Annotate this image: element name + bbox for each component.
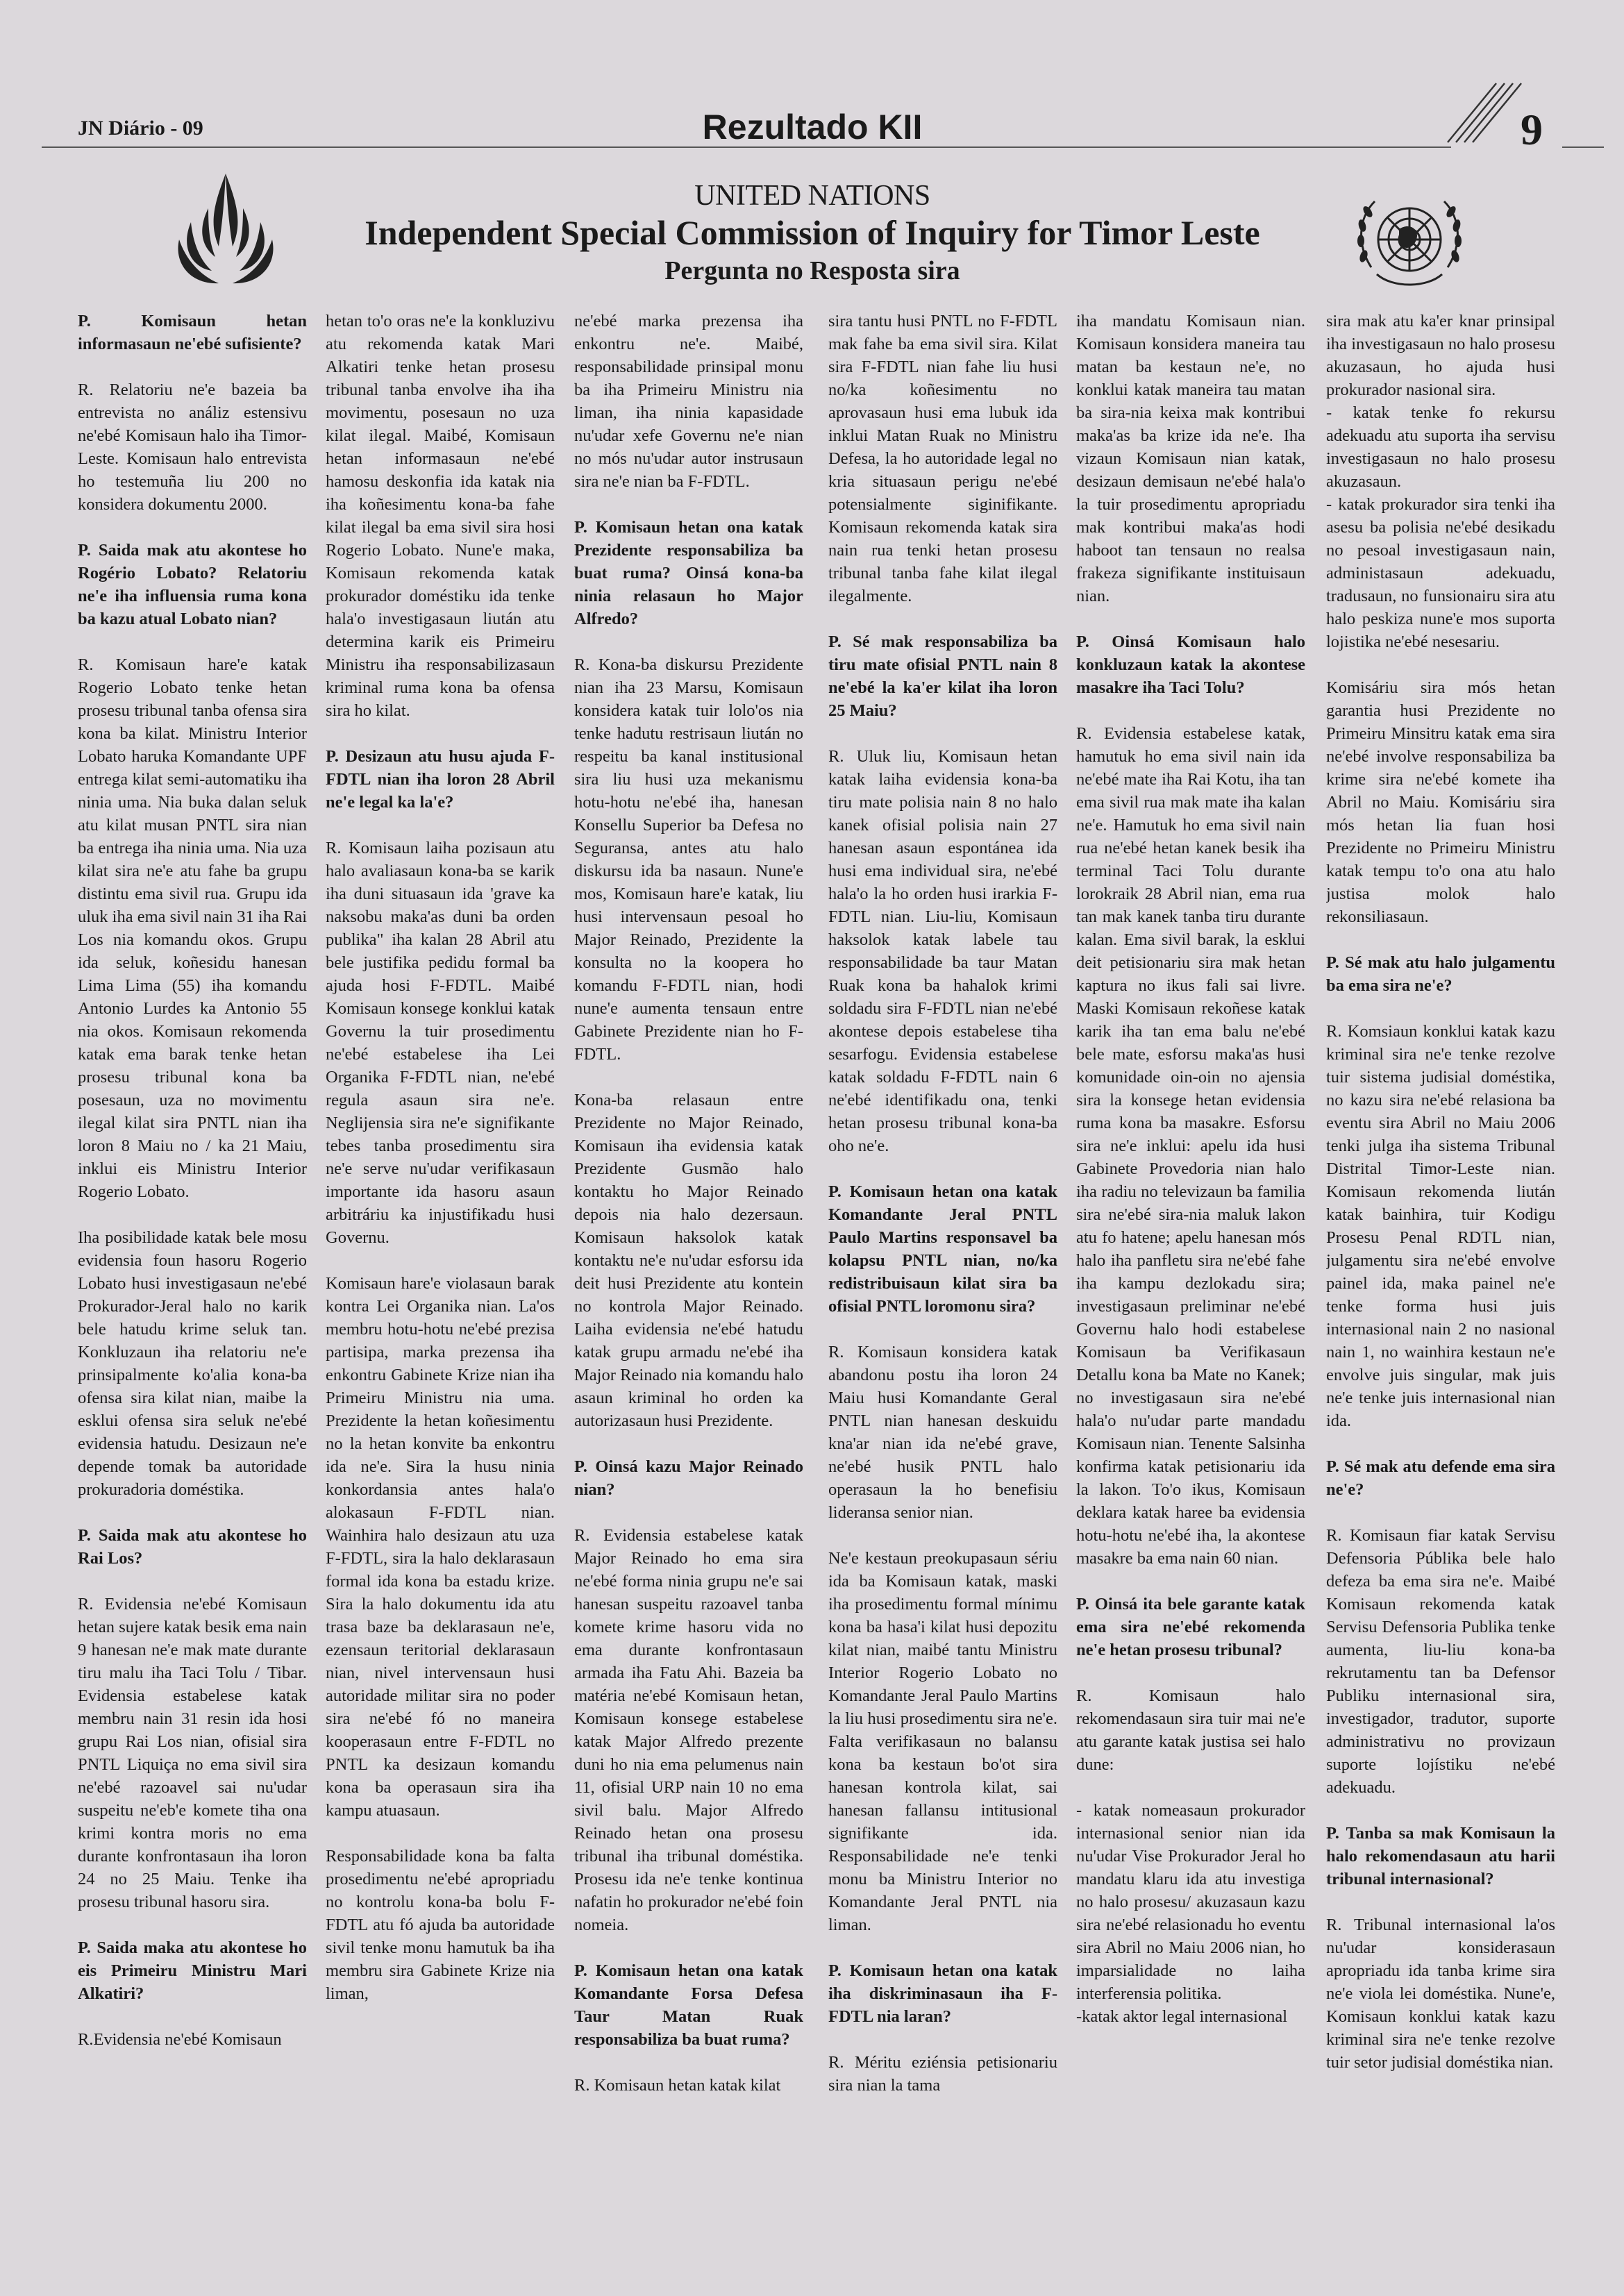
question-paragraph: P. Oinsá kazu Major Reinado nian? <box>574 1457 803 1499</box>
section-title: Rezultado KII <box>702 108 923 146</box>
answer-paragraph: R. Komisaun hetan katak kilat <box>574 2076 781 2095</box>
question-paragraph: P. Saida maka atu akontese ho eis Primeiru Ministru Mari Alkatiri? <box>78 1938 307 2003</box>
answer-paragraph: Komisaun hare'e violasaun barak kontra Lei Organika nian. La'os membru hotu-hotu ne'ebé prezisa partisipa, marka prezensa iha enkontru Gabinete Krize nian iha Primeiru Ministru nia uma. Prezidente la hetan koñesimentu no la hetan konvite ba enkontru ida ne'e. Sira la husu ninia konkordansia antes hala'o alokasaun F-FDTL nian. Wainhira halo desizaun atu uza F-FDTL, sira la halo deklarasaun formal ida kona ba estadu krize. Sira la halo dokumentu ida atu trasa baze ba deklarasaun ne'e, ezensaun teritorial deklarasaun nian, nivel intervensaun husi autoridade militar sira no poder sira ne'ebé fó no maneira kooperasaun entre F-FDTL no PNTL ka desizaun komandu kona ba operasaun sira iha kampu atuasaun. <box>326 1274 555 1820</box>
question-paragraph: P. Sé mak atu defende ema sira ne'e? <box>1326 1457 1555 1499</box>
article-column-2 <box>326 310 555 2247</box>
question-paragraph: P. Saida mak atu akontese ho Rogério Lobato? Relatoriu ne'e iha influensia ruma kona ba kazu atual Lobato nian? <box>78 541 307 628</box>
answer-paragraph: R. Tribunal internasional la'os nu'udar konsiderasaun apropriadu ida tanba krime sira ne'e viola lei doméstika. Nune'e, Komisaun konklui katak kazu kriminal sira ne'e tenke rezolve tuir setor judisial doméstika nian. <box>1326 1916 1555 2072</box>
question-paragraph: P. Komisaun hetan ona katak Prezidente responsabiliza ba buat ruma? Oinsá kona-ba ninia relasaun ho Major Alfredo? <box>574 518 803 628</box>
answer-paragraph: Responsabilidade kona ba falta prosedimentu ne'ebé apropriadu no kontrolu kona-ba bolu F-FDTL atu fó ajuda ba autoridade sivil tenke monu hamutuk ba iha membru sira Gabinete Krize nia liman, <box>326 1847 555 2003</box>
answer-paragraph: R. Relatoriu ne'e bazeia ba entrevista no análiz estensivu ne'ebé Komisaun halo iha Timor-Leste. Komisaun halo entrevista ho testemuña liu 200 no konsidera dokumentu 2000. <box>78 380 307 514</box>
article-column-6 <box>1326 310 1555 2247</box>
masthead-subtitle: Pergunta no Resposta sira <box>664 256 960 285</box>
answer-paragraph: R. Evidensia ne'ebé Komisaun hetan sujere katak besik ema nain 9 hanesan ne'e mak mate durante tiru malu iha Taci Tolu / Tibar. Evidensia estabelese katak membru nain 31 resin ida hosi grupu Rai Los nian, ofisial sira PNTL Liquiça no ema sivil sira ne'ebé razoavel sai nu'udar suspeitu ne'eb'e komete tiha ona krimi kontra moris no ema durante konfrontasaun iha loron 24 no 25 Maiu. Tenke iha prosesu tribunal hasoru sira. <box>78 1595 307 1911</box>
page-number: 9 <box>1521 105 1543 154</box>
answer-paragraph: sira mak atu ka'er knar prinsipal iha investigasaun no halo prosesu akuzasaun, ho ajuda husi prokurador nasional sira. <box>1326 312 1555 399</box>
masthead-title: Independent Special Commission of Inquiry for Timor Leste <box>365 213 1260 252</box>
article-column-4 <box>828 310 1057 2247</box>
answer-paragraph: - katak prokurador sira tenki iha asesu ba polisia ne'ebé desikadu no pesoal investigasaun nain, administasaun adekuadu, tradusaun, no funsionairu sira atu halo peskiza nune'e mos suporta lojistika ne'ebé nesesariu. <box>1326 495 1555 651</box>
answer-paragraph: R. Evidensia estabelese katak, hamutuk ho ema sivil nain ida ne'ebé mate iha Rai Kotu, iha tan ema sivil rua mak mate iha kalan ne'e. Hamutuk ho ema sivil nain rua ne'ebé hetan kanek besik iha terminal Taci Tolu durante lorokraik 28 Abril nian, ema rua tan mak kanek tanba tiru durante kalan. Ema sivil barak, la esklui deit petisionariu sira mak hetan kaptura no ikus fali sai livre. Maski Komisaun rekoñese katak karik iha tan ema balu ne'ebé bele mate, esforsu maka'as husi komunidade oin-oin no ajensia sira la konsege hetan evidensia ruma kona ba masakre. Esforsu sira ne'e inklui: apelu ida husi Gabinete Provedoria nian halo iha radiu no televizaun ba familia sira ne'ebé sira-nia maluk lakon atu fo hatene; apelu hanesan mós halo iha panfletu sira ne'ebé fahe iha kampu dezlokadu sira; investigasaun preliminar ne'ebé Governu halo hodi estabelese Komisaun ba Verifikasaun Detallu kona ba Mate no Kanek; no investigasaun sira ne'ebé hala'o nu'udar parte mandadu Komisaun nian. Tenente Salsinha konfirma katak petisionariu ida la lakon. To'o ikus, Komisaun deklara katak haree ba evidensia hotu-hotu ne'ebé iha, la akontese masakre ba ema nain 60 nian. <box>1076 724 1305 1568</box>
answer-paragraph: R. Komisaun hare'e katak Rogerio Lobato tenke hetan prosesu tribunal tanba ofensa sira kona ba kilat. Ministru Interior Lobato haruka Komandante UPF entrega kilat semi-automatiku iha ninia uma. Nia buka dalan seluk atu kilat musan PNTL sira nian ba entrega iha ninia uma. Nia uza kilat sira ne'e atu fahe ba grupu distintu ema sivil rua. Grupu ida uluk iha ema sivil nain 31 iha Rai Los nia komandu okos. Grupu ida seluk, koñesidu hanesan Lima Lima (55) iha komandu Antonio Lurdes ka Antonio 55 nia okos. Komisaun rekomenda katak ema barak tenke hetan prosesu tribunal kona ba posesaun, uza no movimentu ilegal kilat sira PNTL nian iha loron 8 Maiu no / ka 21 Maiu, inklui eis Ministru Interior Rogerio Lobato. <box>78 655 307 1201</box>
question-paragraph: P. Saida mak atu akontese ho Rai Los? <box>78 1526 307 1568</box>
answer-paragraph: R. Komisaun konsidera katak abandonu postu iha loron 24 Maiu husi Komandante Geral PNTL nian hanesan deskuidu kna'ar nian ida ne'ebé grave, ne'ebé husik PNTL halo operasaun la ho benefisiu lideransa senior nian. <box>828 1343 1057 1522</box>
answer-paragraph: - katak nomeasaun prokurador internasional senior nian ida nu'udar Vise Prokurador Jeral ho mandatu klaru ida atu investiga no halo prosesu/ akuzasaun kazu sira ne'ebé relasionadu ho eventu sira Abril no Maiu 2006 nian, ho imparsialidade no laiha interferensia politika. <box>1076 1801 1305 2003</box>
header-rule-right <box>1562 146 1604 148</box>
question-paragraph: P. Komisaun hetan ona katak iha diskriminasaun iha F-FDTL nia laran? <box>828 1961 1057 2026</box>
answer-paragraph: Ne'e kestaun preokupasaun sériu ida ba Komisaun katak, maski iha prosedimentu formal mínimu kona ba hasa'i kilat husi depozitu kilat nian, maibé tantu Ministru Interior Rogerio Lobato no Komandante Jeral Paulo Martins la liu husi prosedimentu sira ne'e. Falta verifikasaun no balansu kona ba kestaun bo'ot sira hanesan kontrola kilat, sai hanesan fallansu intitusional signifikante ida. Responsabilidade ne'e tenki monu ba Ministru Interior no Komandante Jeral PNTL nia liman. <box>828 1549 1057 1934</box>
answer-paragraph: - katak tenke fo rekursu adekuadu atu suporta iha servisu investigasaun no halo prosesu akuzasaun. <box>1326 403 1555 491</box>
question-paragraph: P. Sé mak responsabiliza ba tiru mate ofisial PNTL nain 8 ne'ebé la ka'er kilat iha loron 25 Maiu? <box>828 632 1057 720</box>
diagonal-lines-decoration <box>1441 76 1524 146</box>
question-paragraph: P. Desizaun atu husu ajuda F-FDTL nian iha loron 28 Abril ne'e legal ka la'e? <box>326 747 555 812</box>
answer-paragraph: ne'ebé marka prezensa iha enkontru ne'e. Maibé, responsabilidade prinsipal monu ba iha Primeiru Ministru nia liman, iha ninia kapasidade nu'udar xefe Governu ne'e nian no mós nu'udar autor instrusaun sira ne'e nian ba F-FDTL. <box>574 312 803 491</box>
answer-paragraph: hetan to'o oras ne'e la konkluzivu atu rekomenda katak Mari Alkatiri tenke hetan prosesu tribunal tanba envolve iha iha movimentu, posesaun no uza kilat ilegal. Maibé, Komisaun hetan informasaun ne'ebé hamosu deskonfia ida katak nia iha koñesimentu kona-ba fahe kilat ilegal ba ema sivil sira hosi Rogerio Lobato. Nune'e maka, Komisaun rekomenda katak prokurador doméstiku ida tenke hala'o investigasaun liután atu determina karik eis Primeiru Ministru iha responsabilizasaun kriminal ruma kona ba ofensa sira ho kilat. <box>326 312 555 720</box>
answer-paragraph: Iha posibilidade katak bele mosu evidensia foun hasoru Rogerio Lobato husi investigasaun ne'ebé Prokurador-Jeral halo no karik bele hatudu krime seluk tan. Konkluzaun iha relatoriu ne'e prinsipalmente ko'alia kona-ba ofensa sira kilat nian, maibe la esklui ofensa sira seluk ne'ebé evidensia hatudu. Desizaun ne'e depende tomak ba autoridade prokuradoria doméstika. <box>78 1228 307 1499</box>
human-rights-flame-logo <box>167 167 285 292</box>
question-paragraph: P. Sé mak atu halo julgamentu ba ema sira ne'e? <box>1326 953 1555 995</box>
question-paragraph: P. Oinsá ita bele garante katak ema sira ne'ebé rekomenda ne'e hetan prosesu tribunal? <box>1076 1595 1305 1659</box>
answer-paragraph: Kona-ba relasaun entre Prezidente no Major Reinado, Komisaun iha evidensia katak Prezidente Gusmão halo kontaktu ho Major Reinado depois nia halo dezersaun. Komisaun haksolok katak kontaktu ne'e nu'udar esforsu ida deit husi Prezidente atu kontein no kontrola Major Reinado. Laiha evidensia ne'ebé hatudu katak grupu armadu ne'ebé iha Major Reinado nia komandu halo asaun kriminal ho orden ka autorizasaun husi Prezidente. <box>574 1091 803 1430</box>
article-column-1 <box>78 310 307 2247</box>
question-paragraph: P. Komisaun hetan ona katak Komandante Forsa Defesa Taur Matan Ruak responsabiliza ba buat ruma? <box>574 1961 803 2049</box>
question-paragraph: P. Komisaun hetan informasaun ne'ebé sufisiente? <box>78 312 307 353</box>
united-nations-emblem-logo <box>1343 191 1475 295</box>
answer-paragraph: R. Komsiaun konklui katak kazu kriminal sira ne'e tenke rezolve tuir sistema judisial doméstika, no kazu sira ne'ebé relasiona ba eventu sira Abril no Maiu 2006 tenki julga iha sistema Tribunal Distrital Timor-Leste nian. Komisaun rekomenda liután katak bainhira, tuir Kodigu Prosesu Penal RDTL nian, julgamentu sira ne'ebé envolve painel ida, maka painel ne'e tenke forma husi juis internasional nain 2 no nasional nain 1, no wainhira kestaun ne'e envolve juis singular, mak juis ne'e tenke juis internasional nian ida. <box>1326 1022 1555 1430</box>
masthead-org: UNITED NATIONS <box>694 180 930 212</box>
article-column-3 <box>574 310 803 2247</box>
running-header-left: JN Diário - 09 <box>78 117 203 140</box>
question-paragraph: P. Tanba sa mak Komisaun la halo rekomendasaun atu harii tribunal internasional? <box>1326 1824 1555 1888</box>
answer-paragraph: R. Kona-ba diskursu Prezidente nian iha 23 Marsu, Komisaun konsidera katak tuir lolo'os nia tenke hadutu restrisaun liután no respeitu ba kanal institusional sira liu husi uza mekanismu hotu-hotu ne'ebé iha, hanesan Konsellu Superior ba Defesa no Seguransa, antes atu halo diskursu ida ba nasaun. Nune'e mos, Komisaun hare'e katak, liu husi intervensaun pesoal ho Major Reinado, Prezidente la konsulta no la koopera ho komandu F-FDTL nian, hodi nune'e aumenta tensaun entre Gabinete Prezidente nian ho F-FDTL. <box>574 655 803 1064</box>
question-paragraph: P. Komisaun hetan ona katak Komandante Jeral PNTL Paulo Martins responsavel ba kolapsu PNTL nian, no/ka redistribuisaun kilat sira ba ofisial PNTL loromonu sira? <box>828 1182 1057 1316</box>
answer-paragraph: R. Méritu eziénsia petisionariu sira nian la tama <box>828 2053 1057 2095</box>
article-column-5 <box>1076 310 1305 2247</box>
answer-paragraph: R. Komisaun fiar katak Servisu Defensoria Públika bele halo defeza ba ema sira ne'e. Maibé Komisaun rekomenda katak Servisu Defensoria Publika tenke aumenta, liu-liu kona-ba rekrutamentu tan ba Defensor Publiku internasional sira, investigador, tradutor, suporte administrativu no provizaun suporte lojístiku ne'ebé adekuadu. <box>1326 1526 1555 1797</box>
answer-paragraph: R. Evidensia estabelese katak Major Reinado ho ema sira ne'ebé forma ninia grupu ne'e sai hanesan suspeitu razoavel tanba komete krime hasoru vida no ema durante konfrontasaun armada iha Fatu Ahi. Bazeia ba matéria ne'ebé Komisaun hetan, Komisaun konsege estabelese katak Major Alfredo prezente duni ho nia ema pelumenus nain 11, ofisial URP nain 10 no ema sivil balu. Major Alfredo Reinado hetan ona prosesu tribunal iha tribunal doméstika. Prosesu ida ne'e tenke kontinua nafatin ho prokurador ne'ebé foin nomeia. <box>574 1526 803 1934</box>
answer-paragraph: R.Evidensia ne'ebé Komisaun <box>78 2030 282 2049</box>
answer-paragraph: R. Komisaun laiha pozisaun atu halo avaliasaun kona-ba se karik iha duni situasaun ida 'grave ka naksobu maka'as duni ba orden publika" iha kalan 28 Abril atu bele justifika pedidu formal ba ajuda hosi F-FDTL. Maibé Komisaun konsege konklui katak Governu la tuir prosedimentu ne'ebé estabelese iha Lei Organika F-FDTL nian, ne'ebé regula asaun sira ne'e. Neglijensia sira ne'e signifikante tebes tanba prosedimentu sira ne'e serve nu'udar verifikasaun importante ida hasoru asaun arbitráriu ka injustifikadu husi Governu. <box>326 839 555 1247</box>
answer-paragraph: R. Komisaun halo rekomendasaun sira tuir mai ne'e atu garante katak justisa sei halo dune: <box>1076 1686 1305 1774</box>
answer-paragraph: R. Uluk liu, Komisaun hetan katak laiha evidensia kona-ba tiru mate polisia nain 8 no halo kanek ofisial polisia nain 27 hanesan asaun espontánea ida husi ema individual sira, ne'ebé hala'o la ho orden husi irarkia F-FDTL nian. Liu-liu, Komisaun haksolok katak labele tau responsabilidade ba taur Matan Ruak kona ba hahalok krimi soldadu sira F-FDTL nian ne'ebé akontese depois estabelese tiha sesarfogu. Evidensia estabelese katak soldadu F-FDTL nain 6 ne'ebé identifikadu ona, tenki hetan prosesu tribunal kona-ba oho ne'e. <box>828 747 1057 1155</box>
answer-paragraph: -katak aktor legal internasional <box>1076 2007 1288 2026</box>
header-rule <box>42 146 1451 148</box>
answer-paragraph: iha mandatu Komisaun nian. Komisaun konsidera maneira tau matan ba kestaun ne'e, no konklui katak maneira tau matan ba sira-nia keixa mak kontribui maka'as ba krize ida ne'e. Iha vizaun Komisaun nian katak, desizaun demisaun ne'ebé hala'o la tuir prosedimentu apropriadu mak kontribui maka'as hodi haboot tan tensaun no realsa frakeza signifikante instituisaun nian. <box>1076 312 1305 605</box>
answer-paragraph: sira tantu husi PNTL no F-FDTL mak fahe ba ema sivil sira. Kilat sira F-FDTL nian fahe liu husi no/ka koñesimentu no aprovasaun husi ema lubuk ida inklui Matan Ruak no Ministru Defesa, la ho autoridade legal no kria situasaun perigu ne'ebé potensialmente siginifikante. Komisaun rekomenda katak sira nain rua tenki hetan prosesu tribunal tanba fahe kilat ilegal ilegalmente. <box>828 312 1057 605</box>
answer-paragraph: Komisáriu sira mós hetan garantia husi Prezidente no Primeiru Minsitru katak ema sira ne'ebé involve responsabiliza ba krime sira ne'ebé komete iha Abril no Maiu. Komisáriu sira mós hetan lia fuan hosi Prezidente no Primeiru Ministru katak tempu to'o ona atu halo justisa molok halo rekonsiliasaun. <box>1326 678 1555 926</box>
question-paragraph: P. Oinsá Komisaun halo konkluzaun katak la akontese masakre iha Taci Tolu? <box>1076 632 1305 697</box>
